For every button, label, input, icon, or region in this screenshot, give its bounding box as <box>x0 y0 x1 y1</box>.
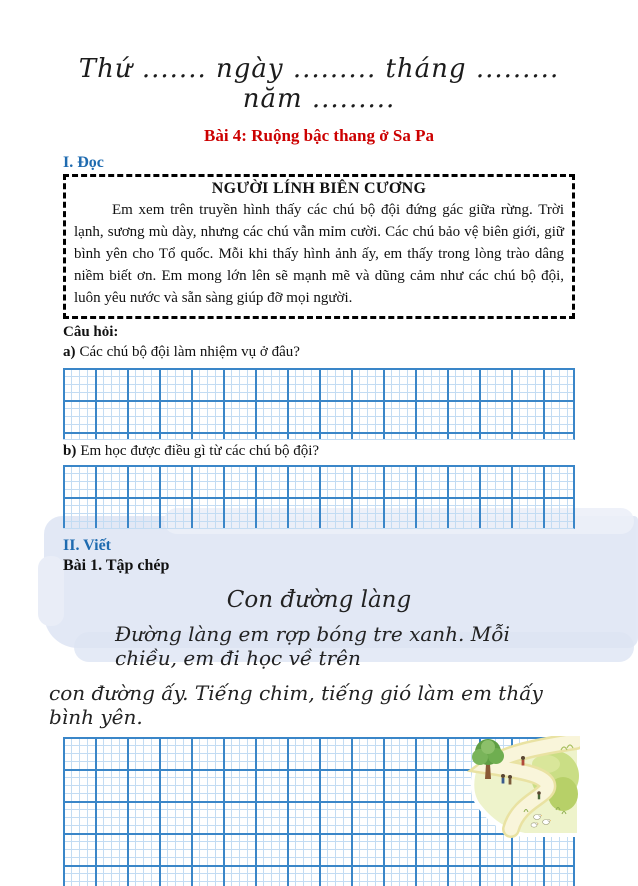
copy-passage-title: Con đường làng <box>226 587 412 614</box>
question-a <box>63 344 575 361</box>
village-path-illustration <box>466 736 580 838</box>
question-a-label: a) <box>63 344 76 361</box>
copy-passage-line1: Đường làng em rợp bóng tre xanh. Mỗi chiều, em đi học về trên <box>115 622 510 671</box>
copy-passage <box>49 587 575 730</box>
section-heading-reading: I. Đọc <box>63 154 104 171</box>
reading-passage-text: Em xem trên truyền hình thấy các chú bộ đội đứng gác giữa rừng. Trời lạnh, sương mù dày, nhưng các chú vẫn mỉm cười. Các chú bảo vệ biên giới, giữ bình yên cho Tổ quốc. Mỗi khi thấy hình ảnh ấy, em thấy trong lòng trào dâng niềm biết ơn. Em mong lớn lên sẽ mạnh mẽ và dũng cảm như các chú bộ đội, luôn yêu nước và sẵn sàng giúp đỡ mọi người. <box>74 202 564 307</box>
question-b <box>63 443 575 460</box>
section-heading-writing: II. Viết <box>63 537 111 555</box>
reading-passage-title: NGƯỜI LÍNH BIÊN CƯƠNG <box>211 180 427 197</box>
date-fill-in-line: Thứ ....... ngày ......... tháng ......... năm ......... <box>78 54 560 114</box>
questions-label: Câu hỏi: <box>63 324 119 341</box>
lesson-title: Bài 4: Ruộng bậc thang ở Sa Pa <box>204 126 434 145</box>
question-b-label: b) <box>63 443 77 460</box>
question-b-text: Em học được điều gì từ các chú bộ đội? <box>80 443 320 460</box>
exercise-heading: Bài 1. Tập chép <box>63 557 170 575</box>
copy-passage-line2: con đường ấy. Tiếng chim, tiếng gió làm em thấy bình yên. <box>49 681 543 730</box>
answer-grid-b <box>63 465 575 529</box>
reading-passage-box <box>63 174 575 319</box>
answer-grid-a <box>63 368 575 440</box>
question-a-text: Các chú bộ đội làm nhiệm vụ ở đâu? <box>79 344 300 361</box>
